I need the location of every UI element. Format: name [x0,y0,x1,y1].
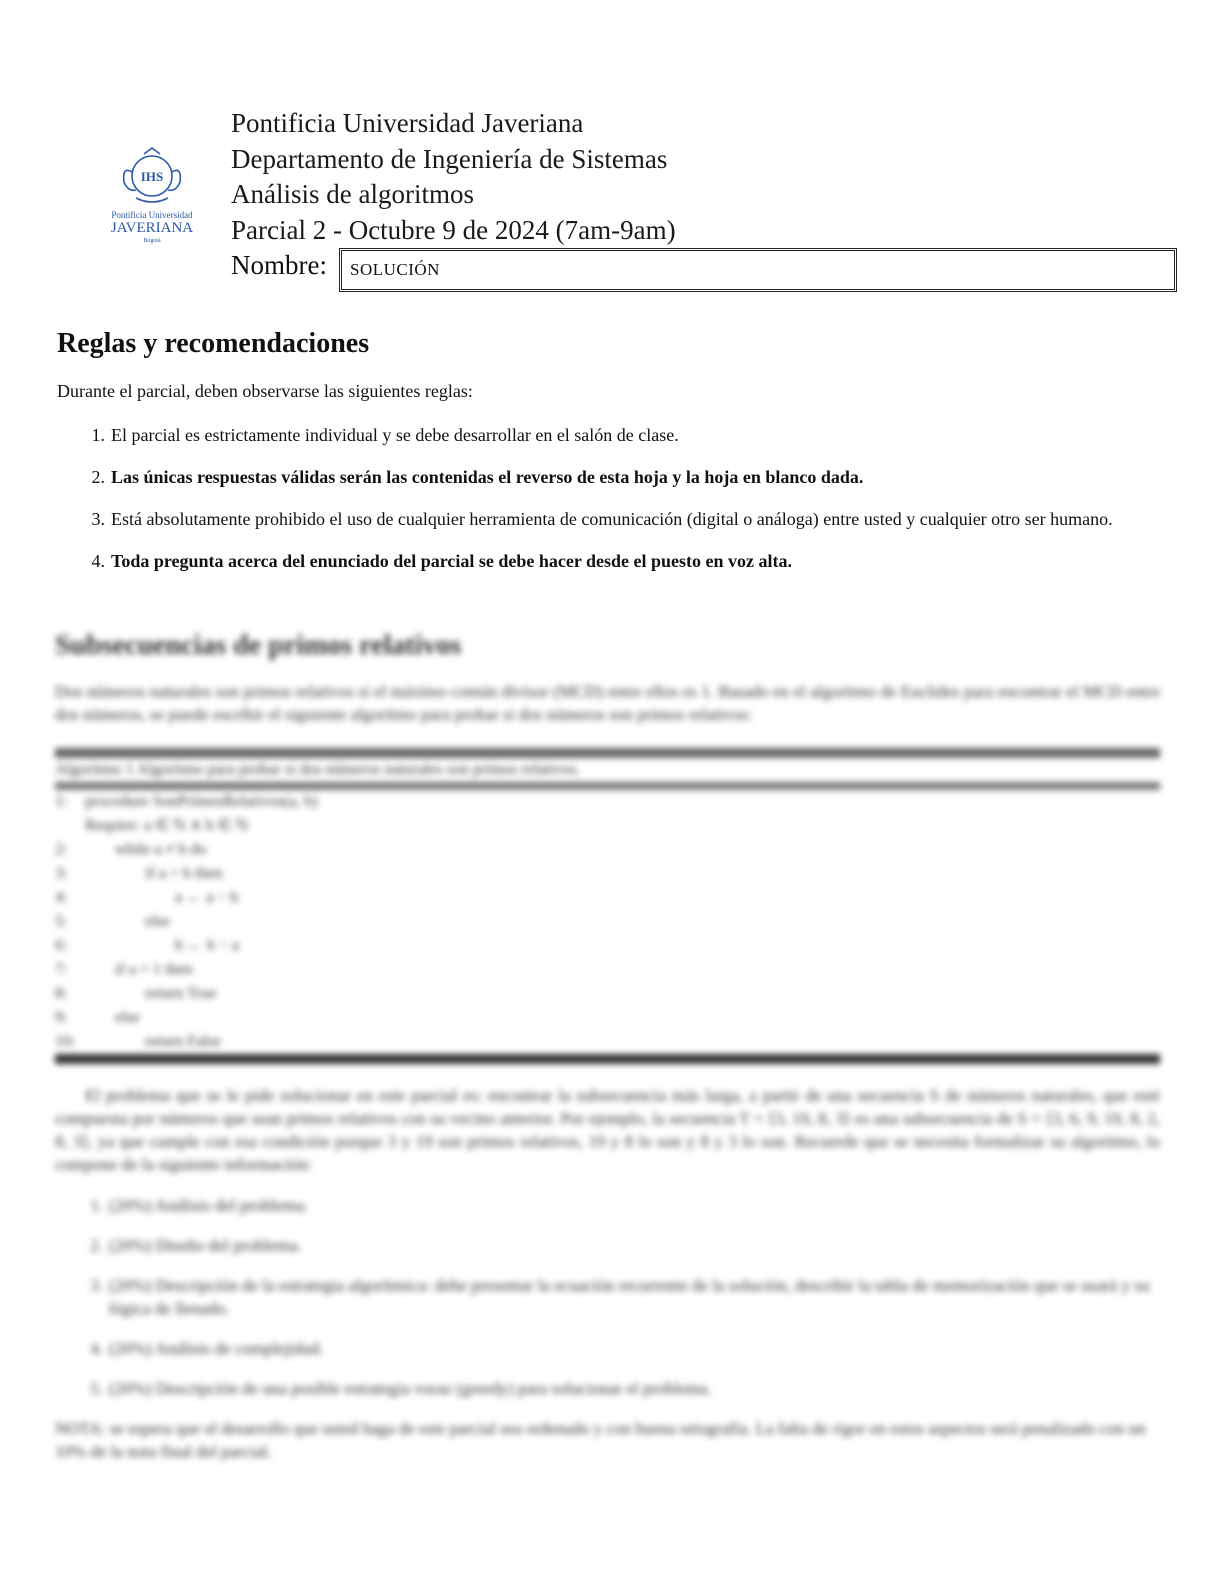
algorithm-caption: Algoritmo 1 Algoritmo para probar si dos números naturales son primos relativos. [55,758,1160,790]
name-label: Nombre: [231,250,327,280]
task-item: 4. (20%) Análisis de complejidad. [90,1339,324,1358]
name-field[interactable]: SOLUCIÓN [339,248,1177,292]
logo-line-3: Bogotá [143,238,161,244]
task-item: 5. (20%) Descripción de una posible estrategia voraz (greedy) para solucionar el problema. [90,1379,712,1398]
exam-title: Parcial 2 - Octubre 9 de 2024 (7am-9am) [231,214,676,245]
rules-title: Reglas y recomendaciones [57,328,370,359]
logo-line-2: JAVERIANA [110,220,194,236]
algorithm-line: 9: else [55,1009,140,1026]
department-name: Departamento de Ingeniería de Sistemas [231,143,668,174]
algorithm-box [55,748,1160,1064]
algorithm-line: 6: b ← b − a [55,937,240,954]
rules-list [57,423,1160,591]
rule-item [57,507,1160,531]
algorithm-line: 3: if a > b then [55,865,223,882]
rule-text: El parcial es estrictamente individual y se debe desarrollar en el salón de clase. [111,425,679,445]
logo-monogram: IHS [140,169,164,184]
logo-line-1: Pontificia Universidad [111,210,193,220]
rule-number: 2. [91,467,105,487]
rule-text: Toda pregunta acerca del enunciado del parcial se debe hacer desde el puesto en voz alta. [111,551,793,571]
algorithm-line: 5: else [55,913,170,930]
task-item: 1. (20%) Análisis del problema. [90,1196,309,1215]
exam-note: NOTA: se espera que el desarrollo que usted haga de este parcial sea ordenado y con buena ortografía. La falta de rigor en estos aspectos será penalizado con un 10% de la nota final del parcial. [55,1419,1146,1461]
rule-item [57,423,1160,447]
problem-title: Subsecuencias de primos relativos [55,630,462,661]
problem-statement: El problema que se le pide solucionar en este parcial es: encontrar la subsecuencia más larga, a partir de una secuencia S de números naturales, que esté compuesta por números que sean primos relativos con su vecino anterior. Por ejemplo, la secuencia T = ⟨3, 19, 8, 3⟩ es una subsecuencia de S = ⟨3, 6, 9, 19, 8, 2, 8, 3⟩, ya que cumple con esa condición porque 3 y 19 son primos relativos, 19 y 8 lo son y 8 y 3 lo son. Recuerde que se necesita formalizar su algoritmo, lo compone de la siguiente información: [55,1086,1160,1174]
rule-item [57,465,1160,489]
university-logo [104,146,200,246]
rule-item [57,549,1160,573]
rule-number: 3. [91,509,105,529]
rule-text: Está absolutamente prohibido el uso de cualquier herramienta de comunicación (digital o análoga) entre usted y cualquier otro ser humano. [111,509,1113,529]
algorithm-line: Require: a ∈ ℕ ∧ b ∈ ℕ [85,817,249,834]
rule-number: 1. [91,425,105,445]
rule-number: 4. [91,551,105,571]
algorithm-line: 7: if a = 1 then [55,961,193,978]
university-name: Pontificia Universidad Javeriana [231,108,584,138]
name-row [231,248,1177,292]
problem-intro: Dos números naturales son primos relativos si el máximo común divisor (MCD) entre ellos es 1. Basado en el algoritmo de Euclides para encontrar el MCD entre dos números, se puede escribir el siguiente algoritmo para probar si dos números son primos relativos: [55,682,1160,724]
algorithm-line: 8: return True [55,985,217,1002]
algorithm-line: 2: while a ≠ b do [55,841,207,858]
algorithm-line: 4: a ← a − b [55,889,239,906]
exam-header [231,106,676,248]
task-item: 3. (20%) Descripción de la estrategia algorítmica: debe presentar la ecuación recurrente de la solución, describir la tabla de memorización que se usará y su lógica de llenado. [90,1276,1150,1318]
task-list [55,1194,1160,1400]
rules-intro: Durante el parcial, deben observarse las siguientes reglas: [57,381,473,401]
course-name: Análisis de algoritmos [231,179,474,209]
blurred-problem-section [55,630,1160,1463]
algorithm-line: 10: return False [55,1033,221,1050]
algorithm-line: 1: procedure SonPrimosRelativos(a, b) [55,793,318,810]
task-item: 2. (20%) Diseño del problema. [90,1236,302,1255]
rule-text: Las únicas respuestas válidas serán las contenidas el reverso de esta hoja y la hoja en blanco dada. [111,467,864,487]
